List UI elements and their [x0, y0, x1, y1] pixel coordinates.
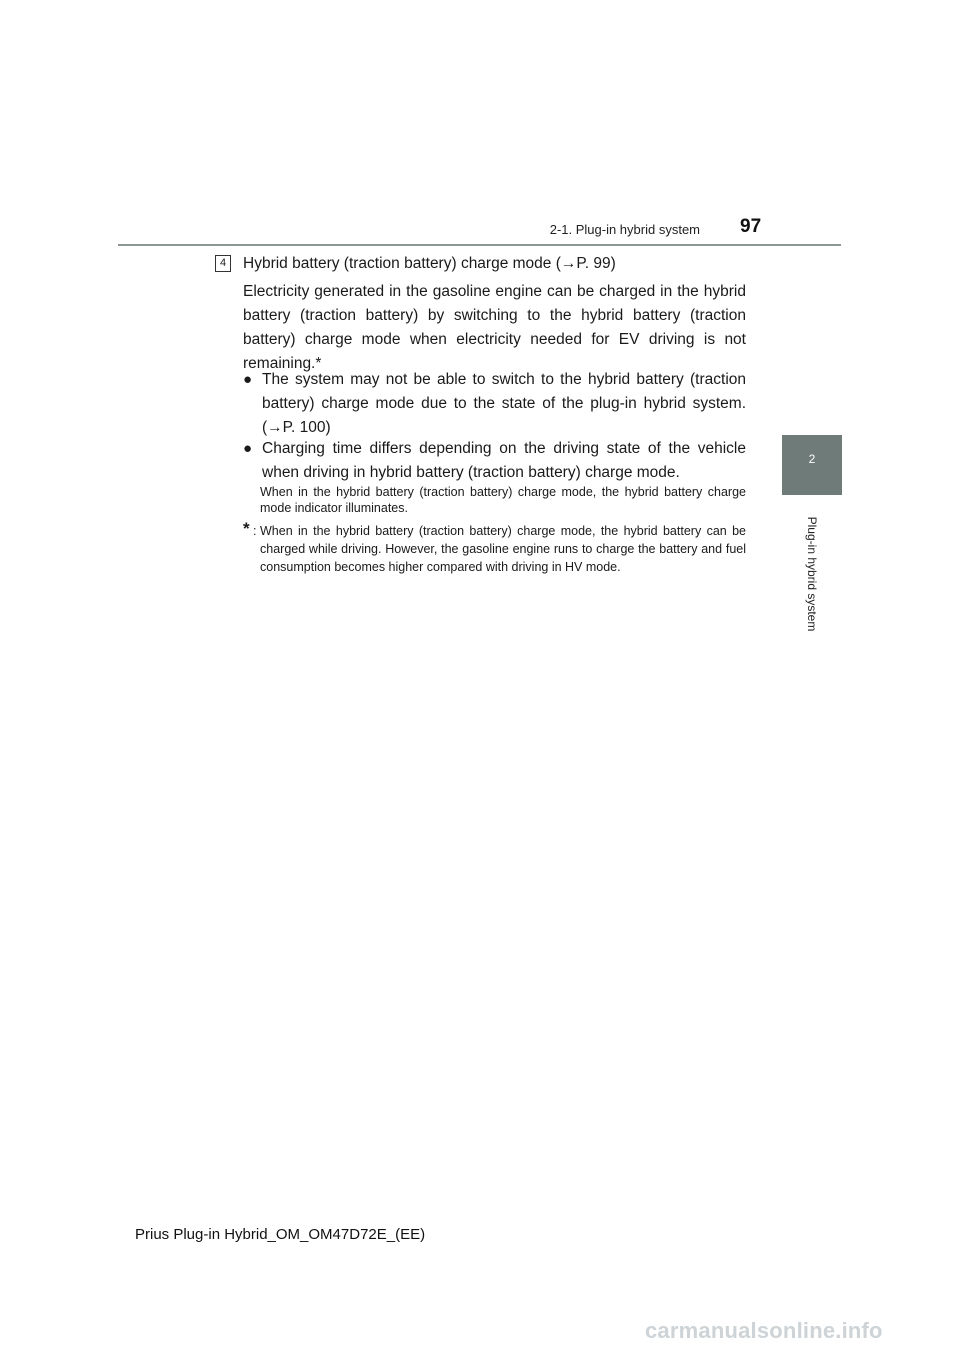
document-id: Prius Plug-in Hybrid_OM_OM47D72E_(EE) [135, 1226, 426, 1243]
item-description: Electricity generated in the gasoline engine can be charged in the hybrid battery (traction battery) by switching to the hybrid battery (traction battery) charge mode when electricity needed for EV driving is not remaining.* [243, 283, 746, 372]
watermark: carmanualsonline.info [645, 1318, 883, 1343]
chapter-number: 2 [808, 452, 816, 466]
indicator-note: When in the hybrid battery (traction battery) charge mode, the hybrid battery charge mode indicator illuminates. [260, 485, 746, 515]
page-number: 97 [740, 216, 762, 237]
running-header-section: 2-1. Plug-in hybrid system [549, 222, 700, 237]
bullet-icon: ● [243, 371, 253, 388]
header-divider [118, 244, 841, 246]
item-title: Hybrid battery (traction battery) charge mode (→P. 99) [243, 255, 616, 272]
footnote-colon: : [253, 524, 257, 538]
footnote-asterisk: * [243, 519, 250, 538]
bullet-text: Charging time differs depending on the driving state of the vehicle when driving in hybrid battery (traction battery) charge mode. [262, 440, 746, 481]
bullet-icon: ● [243, 440, 253, 457]
chapter-label: Plug-in hybrid system [805, 516, 819, 632]
footnote-text: When in the hybrid battery (traction battery) charge mode, the hybrid battery can be charged while driving. However, the gasoline engine runs to charge the battery and fuel consumption becomes higher compared with driving in HV mode. [260, 524, 746, 574]
step-number-badge: 4 [215, 255, 231, 272]
bullet-text: The system may not be able to switch to the hybrid battery (traction battery) charge mode due to the state of the plug-in hybrid system. (→P. 100) [262, 371, 746, 436]
